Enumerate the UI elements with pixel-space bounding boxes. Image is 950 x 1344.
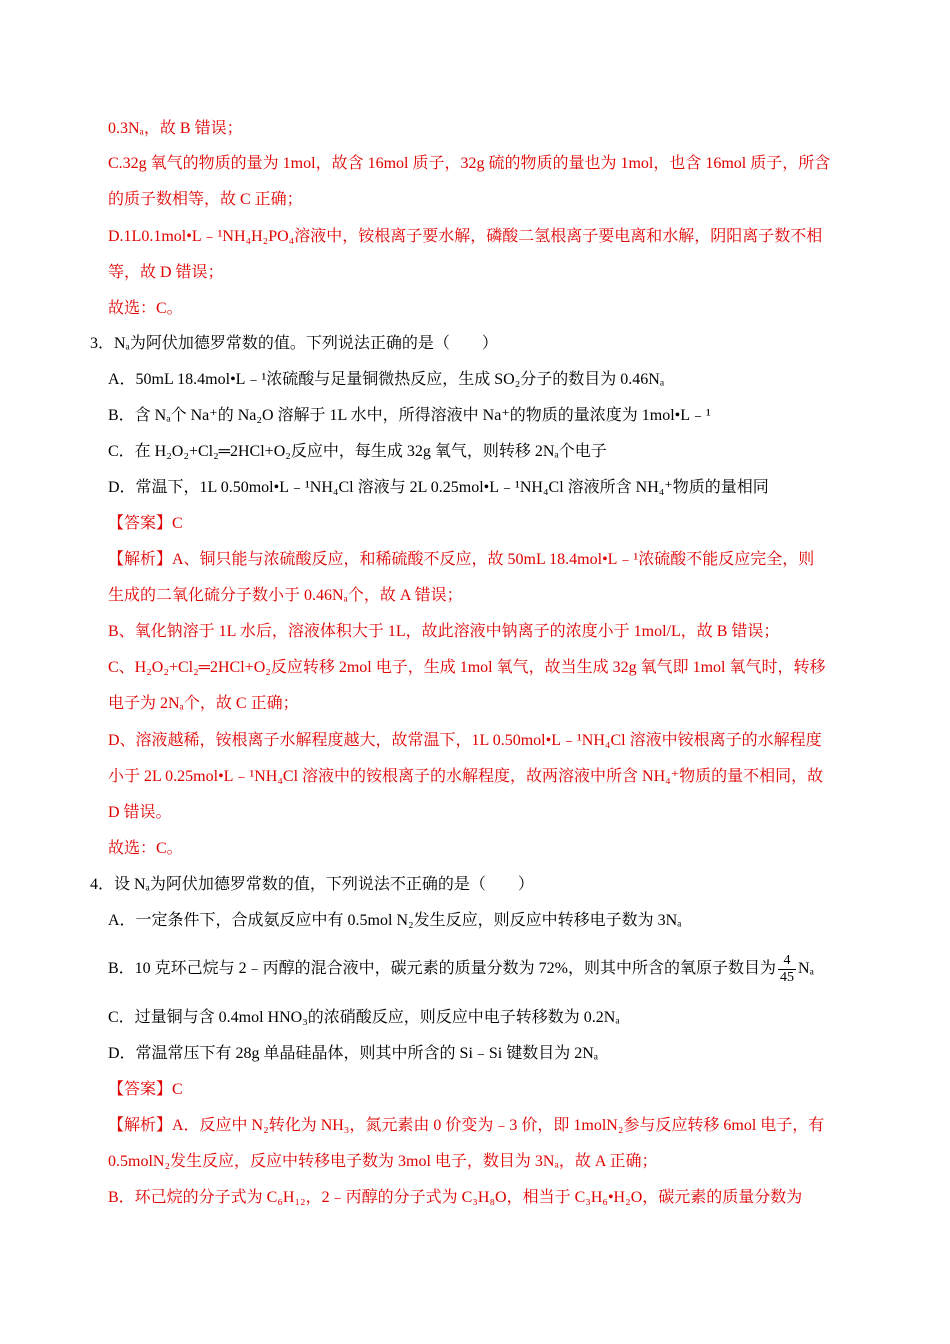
- option-d: D．常温下，1L 0.50mol•L﹣¹NH₄Cl 溶液与 2L 0.25mol•L﹣¹NH₄Cl 溶液所含 NH₄⁺物质的量相同: [108, 479, 769, 496]
- option-b: [108, 953, 814, 986]
- question-3-stem: 3．Nₐ为阿伏加德罗常数的值。下列说法正确的是（ ）: [90, 335, 498, 352]
- text-line: 等，故 D 错误；: [108, 264, 224, 281]
- option-a: A．50mL 18.4mol•L﹣¹浓硫酸与足量铜微热反应，生成 SO₂分子的数目为 0.46Nₐ: [108, 371, 665, 388]
- question-4-stem: 4．设 Nₐ为阿伏加德罗常数的值，下列说法不正确的是（ ）: [90, 876, 534, 893]
- analysis-line: 【解析】A．反应中 N₂转化为 NH₃，氮元素由 0 价变为﹣3 价，即 1molN₂参与反应转移 6mol 电子，有: [108, 1117, 825, 1134]
- fraction-denominator: 45: [780, 970, 795, 985]
- option-a: A．一定条件下，合成氨反应中有 0.5mol N₂发生反应，则反应中转移电子数为 3Nₐ: [108, 912, 682, 929]
- text-line: 0.3Nₐ，故 B 错误；: [108, 120, 243, 137]
- analysis-line: B、氧化钠溶于 1L 水后，溶液体积大于 1L，故此溶液中钠离子的浓度小于 1mol/L，故 B 错误；: [108, 623, 780, 640]
- option-b-text: B．10 克环己烷与 2﹣丙醇的混合液中，碳元素的质量分数为 72%，则其中所含的氧原子数目为: [108, 960, 777, 978]
- analysis-line: 0.5molN₂发生反应，反应中转移电子数为 3mol 电子，数目为 3Nₐ，故 A 正确；: [108, 1153, 658, 1170]
- analysis-line: 【解析】A、铜只能与浓硫酸反应，和稀硫酸不反应，故 50mL 18.4mol•L﹣¹浓硫酸不能反应完全，则: [108, 551, 815, 568]
- analysis-line: 生成的二氧化硫分子数小于 0.46Nₐ个，故 A 错误；: [108, 587, 463, 604]
- answer-label: 【答案】C: [108, 515, 183, 532]
- option-b-unit: Nₐ: [798, 960, 814, 978]
- option-b: B．含 Nₐ个 Na⁺的 Na₂O 溶解于 1L 水中，所得溶液中 Na⁺的物质的量浓度为 1mol•L﹣¹: [108, 407, 711, 424]
- text-line: 的质子数相等，故 C 正确；: [108, 191, 303, 208]
- analysis-line: 小于 2L 0.25mol•L﹣¹NH₄Cl 溶液中的铵根离子的水解程度，故两溶液中所含 NH₄⁺物质的量不相同，故: [108, 768, 824, 785]
- analysis-line: D 错误。: [108, 804, 172, 821]
- analysis-line: 故选：C。: [108, 840, 183, 857]
- option-d: D．常温常压下有 28g 单晶硅晶体，则其中所含的 Si﹣Si 键数目为 2Nₐ: [108, 1045, 599, 1062]
- option-c: C．过量铜与含 0.4mol HNO₃的浓硝酸反应，则反应中电子转移数为 0.2Nₐ: [108, 1009, 620, 1026]
- fraction: [778, 953, 796, 986]
- analysis-line: C、H₂O₂+Cl₂═2HCl+O₂反应转移 2mol 电子，生成 1mol 氧气，故当生成 32g 氧气即 1mol 氧气时，转移: [108, 659, 826, 676]
- answer-label: 【答案】C: [108, 1081, 183, 1098]
- text-line: D.1L0.1mol•L﹣¹NH₄H₂PO₄溶液中，铵根离子要水解，磷酸二氢根离子要电离和水解，阴阳离子数不相: [108, 228, 823, 245]
- fraction-numerator: 4: [778, 953, 796, 970]
- analysis-line: 电子为 2Nₐ个，故 C 正确；: [108, 695, 299, 712]
- text-line: 故选：C。: [108, 300, 183, 317]
- text-line: C.32g 氧气的物质的量为 1mol，故含 16mol 质子，32g 硫的物质的量也为 1mol，也含 16mol 质子，所含: [108, 155, 831, 172]
- option-c: C．在 H₂O₂+Cl₂═2HCl+O₂反应中，每生成 32g 氧气，则转移 2Nₐ个电子: [108, 443, 607, 460]
- analysis-line: D、溶液越稀，铵根离子水解程度越大，故常温下，1L 0.50mol•L﹣¹NH₄Cl 溶液中铵根离子的水解程度: [108, 732, 822, 749]
- analysis-line: B．环己烷的分子式为 C₆H₁₂，2﹣丙醇的分子式为 C₃H₈O，相当于 C₃H₆•H₂O，碳元素的质量分数为: [108, 1189, 803, 1206]
